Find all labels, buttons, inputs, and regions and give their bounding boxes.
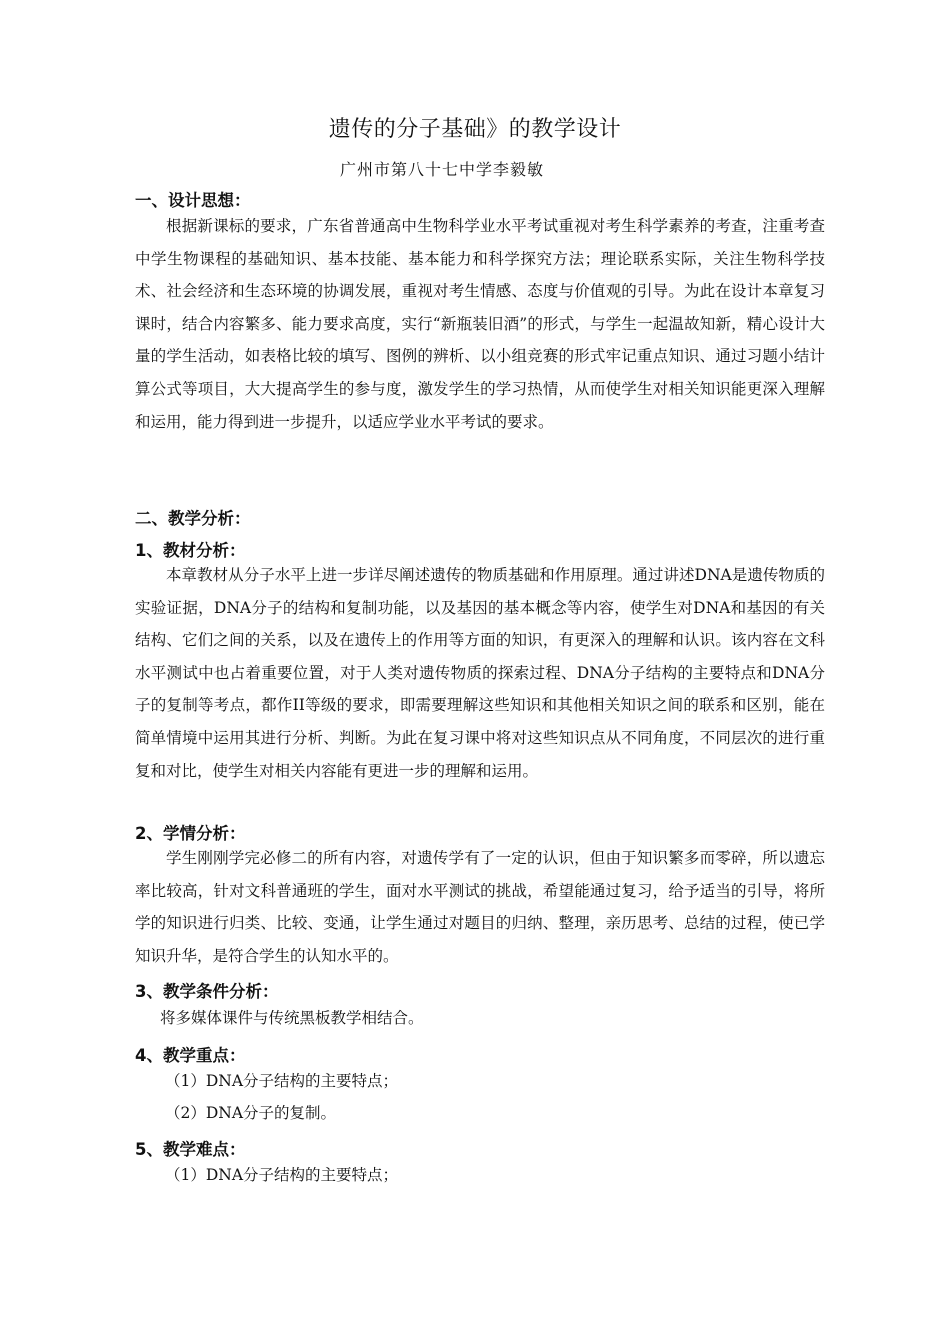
section-design-thinking-heading: 一、设计思想：: [135, 191, 251, 210]
difficulty-item-1: （1）DNA分子结构的主要特点；: [165, 1166, 399, 1184]
subsection-student-analysis-heading: 2、学情分析：: [135, 824, 246, 843]
section-teaching-analysis-heading: 二、教学分析：: [135, 509, 251, 528]
subsection-difficulties-heading: 5、教学难点：: [135, 1140, 246, 1159]
subsection-textbook-analysis-heading: 1、教材分析：: [135, 541, 246, 560]
subsection-textbook-analysis-paragraph: 本章教材从分子水平上进一步详尽阐述遗传的物质基础和作用原理。通过讲述DNA是遗传物质的实验证据，DNA分子的结构和复制功能，以及基因的基本概念等内容，使学生对DNA和基因的有关结构、它们之间的关系，以及在遗传上的作用等方面的知识，有更深入的理解和认识。该内容在文科水平测试中也占着重要位置，对于人类对遗传物质的探索过程、DNA分子结构的主要特点和DNA分子的复制等考点，都作II等级的要求，即需要理解这些知识和其他相关知识之间的联系和区别，能在简单情境中运用其进行分析、判断。为此在复习课中将对这些知识点从不同角度，不同层次的进行重复和对比，使学生对相关内容能有更进一步的理解和运用。: [135, 566, 825, 780]
section-design-thinking-paragraph: 根据新课标的要求，广东省普通高中生物科学业水平考试重视对考生科学素养的考查，注重考查中学生物课程的基础知识、基本技能、基本能力和科学探究方法；理论联系实际，关注生物科学技术、社会经济和生态环境的协调发展，重视对考生情感、态度与价值观的引导。为此在设计本章复习课时，结合内容繁多、能力要求高度，实行“新瓶装旧酒”的形式，与学生一起温故知新，精心设计大量的学生活动，如表格比较的填写、图例的辨析、以小组竞赛的形式牢记重点知识、通过习题小结计算公式等项目，大大提高学生的参与度，激发学生的学习热情，从而使学生对相关知识能更深入理解和运用，能力得到进一步提升，以适应学业水平考试的要求。: [135, 217, 825, 431]
key-point-item-2: （2）DNA分子的复制。: [165, 1104, 337, 1122]
author-line: 广州市第八十七中学李毅敏: [340, 160, 545, 179]
subsection-student-analysis-paragraph: 学生刚刚学完必修二的所有内容，对遗传学有了一定的认识，但由于知识繁多而零碎，所以遗忘率比较高，针对文科普通班的学生，面对水平测试的挑战，希望能通过复习，给予适当的引导，将所学的知识进行归类、比较、变通，让学生通过对题目的归纳、整理，亲历思考、总结的过程，使已学知识升华，是符合学生的认知水平的。: [135, 849, 825, 965]
subsection-conditions-text: 将多媒体课件与传统黑板教学相结合。: [160, 1009, 424, 1027]
subsection-key-points-heading: 4、教学重点：: [135, 1046, 246, 1065]
document-title: 遗传的分子基础》的教学设计: [328, 117, 622, 142]
subsection-conditions-heading: 3、教学条件分析：: [135, 982, 279, 1001]
key-point-item-1: （1）DNA分子结构的主要特点；: [165, 1072, 399, 1090]
